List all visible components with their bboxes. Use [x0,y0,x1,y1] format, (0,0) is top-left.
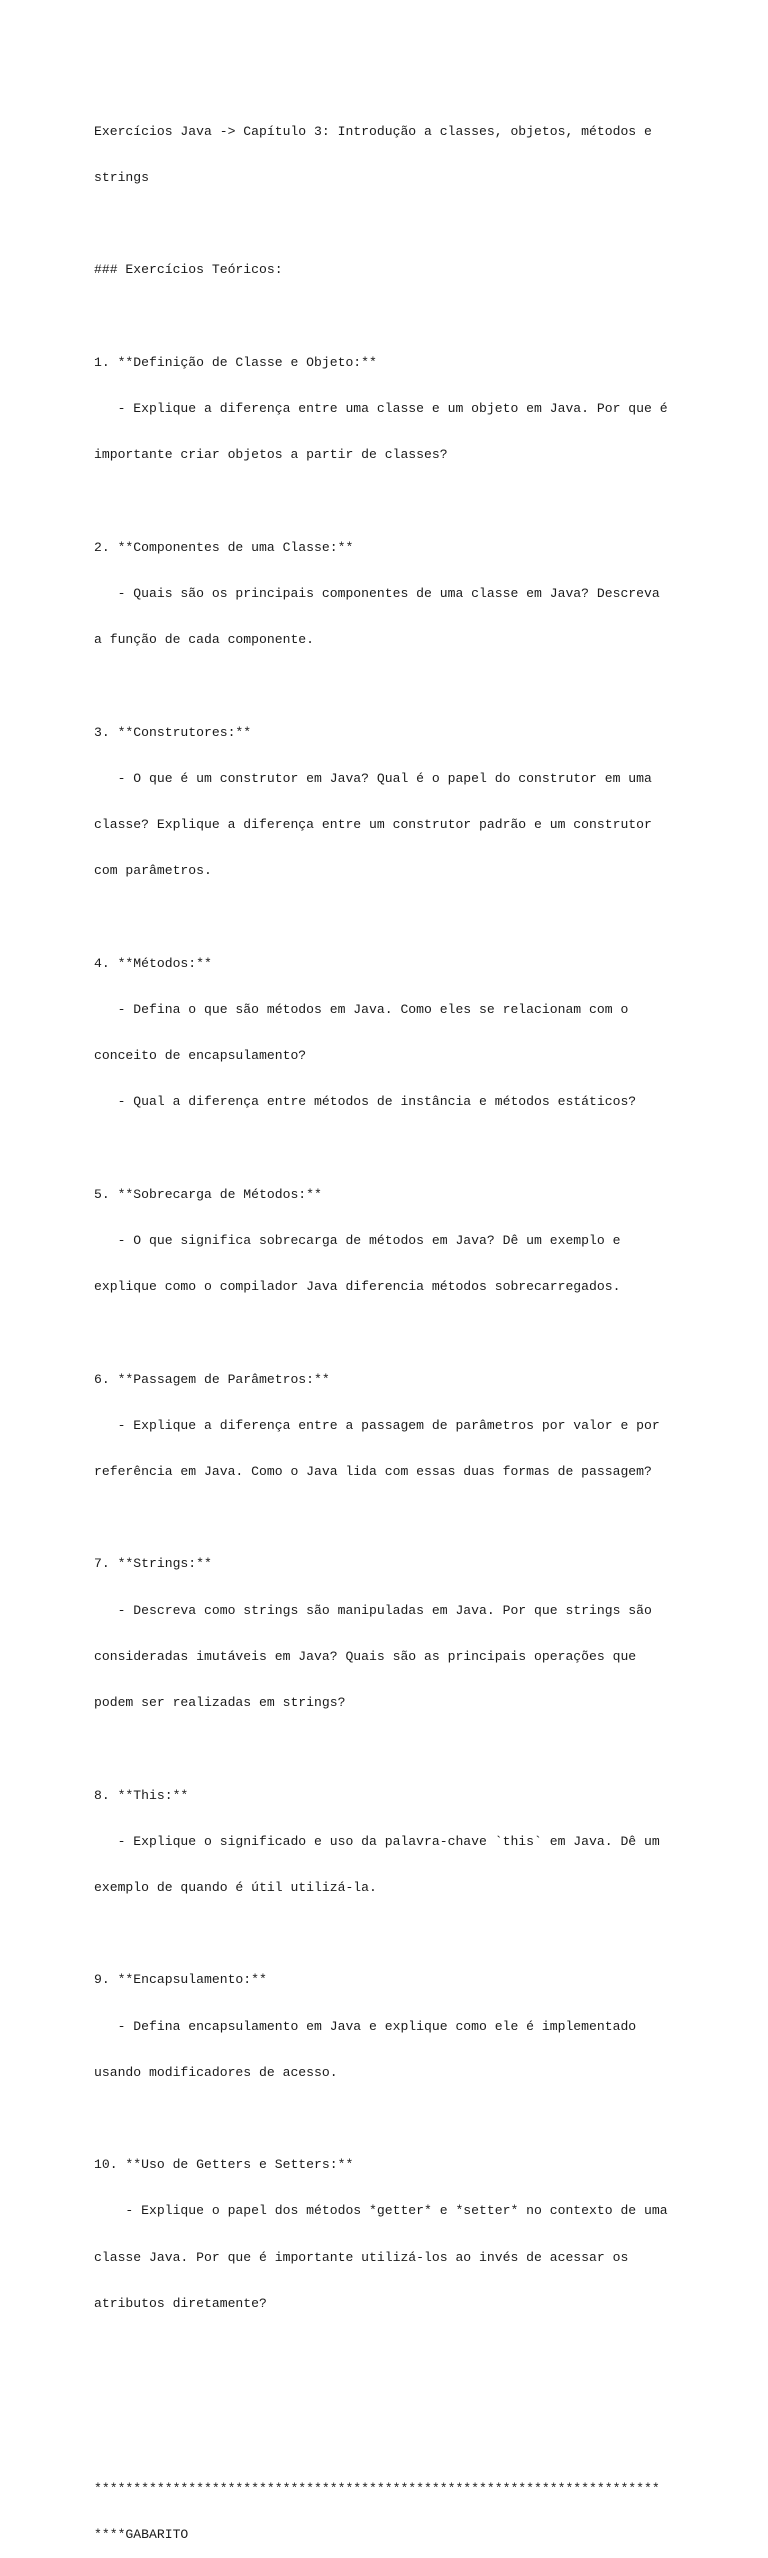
question-text: importante criar objetos a partir de classes? [94,447,448,463]
document-page [94,93,754,2558]
question-text: referência em Java. Como o Java lida com essas duas formas de passagem? [94,1464,652,1480]
blank-line [94,2435,754,2450]
answer-key-heading: ****GABARITO [94,2526,189,2542]
blank-line [94,1325,754,1340]
question-heading: 7. **Strings:** [94,1556,212,1572]
question-heading: 3. **Construtores:** [94,724,252,740]
blank-line [94,1741,754,1756]
question-text: conceito de encapsulamento? [94,1048,307,1064]
question-text: - Explique o significado e uso da palavra-chave `this` em Java. Dê um [94,1833,660,1849]
question-heading: 6. **Passagem de Parâmetros:** [94,1371,330,1387]
question-text: - Explique o papel dos métodos *getter* e *setter* no contexto de uma [94,2203,668,2219]
question-heading: 2. **Componentes de uma Classe:** [94,539,354,555]
question-text: - Explique a diferença entre a passagem de parâmetros por valor e por [94,1417,660,1433]
question-text: explique como o compilador Java diferencia métodos sobrecarregados. [94,1279,621,1295]
question-text: atributos diretamente? [94,2295,267,2311]
question-text: - Defina o que são métodos em Java. Como eles se relacionam com o [94,1001,629,1017]
question-text: classe Java. Por que é importante utilizá-los ao invés de acessar os [94,2249,629,2265]
document-title-line: strings [94,170,150,186]
blank-line [94,216,754,231]
question-text: com parâmetros. [94,863,212,879]
blank-line [94,2388,754,2403]
question-heading: 10. **Uso de Getters e Setters:** [94,2157,354,2173]
question-text: consideradas imutáveis em Java? Quais são as principais operações que [94,1648,637,1664]
section-heading: ### Exercícios Teóricos: [94,262,283,278]
question-heading: 9. **Encapsulamento:** [94,1972,267,1988]
blank-line [94,1141,754,1156]
blank-line [94,2111,754,2126]
blank-line [94,1510,754,1525]
separator-line: ************************************************************************ [94,2480,660,2496]
question-text: classe? Explique a diferença entre um construtor padrão e um construtor [94,817,652,833]
document-title-line: Exercícios Java -> Capítulo 3: Introdução a classes, objetos, métodos e [94,123,652,139]
blank-line [94,678,754,693]
blank-line [94,909,754,924]
blank-line [94,2342,754,2357]
question-text: - Defina encapsulamento em Java e explique como ele é implementado [94,2018,637,2034]
question-text: - Explique a diferença entre uma classe e um objeto em Java. Por que é [94,401,668,417]
question-text: - Qual a diferença entre métodos de instância e métodos estáticos? [94,1094,637,1110]
question-text: - O que significa sobrecarga de métodos em Java? Dê um exemplo e [94,1232,621,1248]
question-text: - Descreva como strings são manipuladas em Java. Por que strings são [94,1602,652,1618]
question-heading: 8. **This:** [94,1787,189,1803]
question-text: a função de cada componente. [94,632,315,648]
blank-line [94,309,754,324]
question-heading: 4. **Métodos:** [94,955,212,971]
question-heading: 1. **Definição de Classe e Objeto:** [94,354,377,370]
question-heading: 5. **Sobrecarga de Métodos:** [94,1186,322,1202]
question-text: usando modificadores de acesso. [94,2064,338,2080]
blank-line [94,494,754,509]
question-text: podem ser realizadas em strings? [94,1695,346,1711]
blank-line [94,1926,754,1941]
question-text: exemplo de quando é útil utilizá-la. [94,1879,377,1895]
question-text: - O que é um construtor em Java? Qual é o papel do construtor em uma [94,770,652,786]
question-text: - Quais são os principais componentes de uma classe em Java? Descreva [94,585,660,601]
